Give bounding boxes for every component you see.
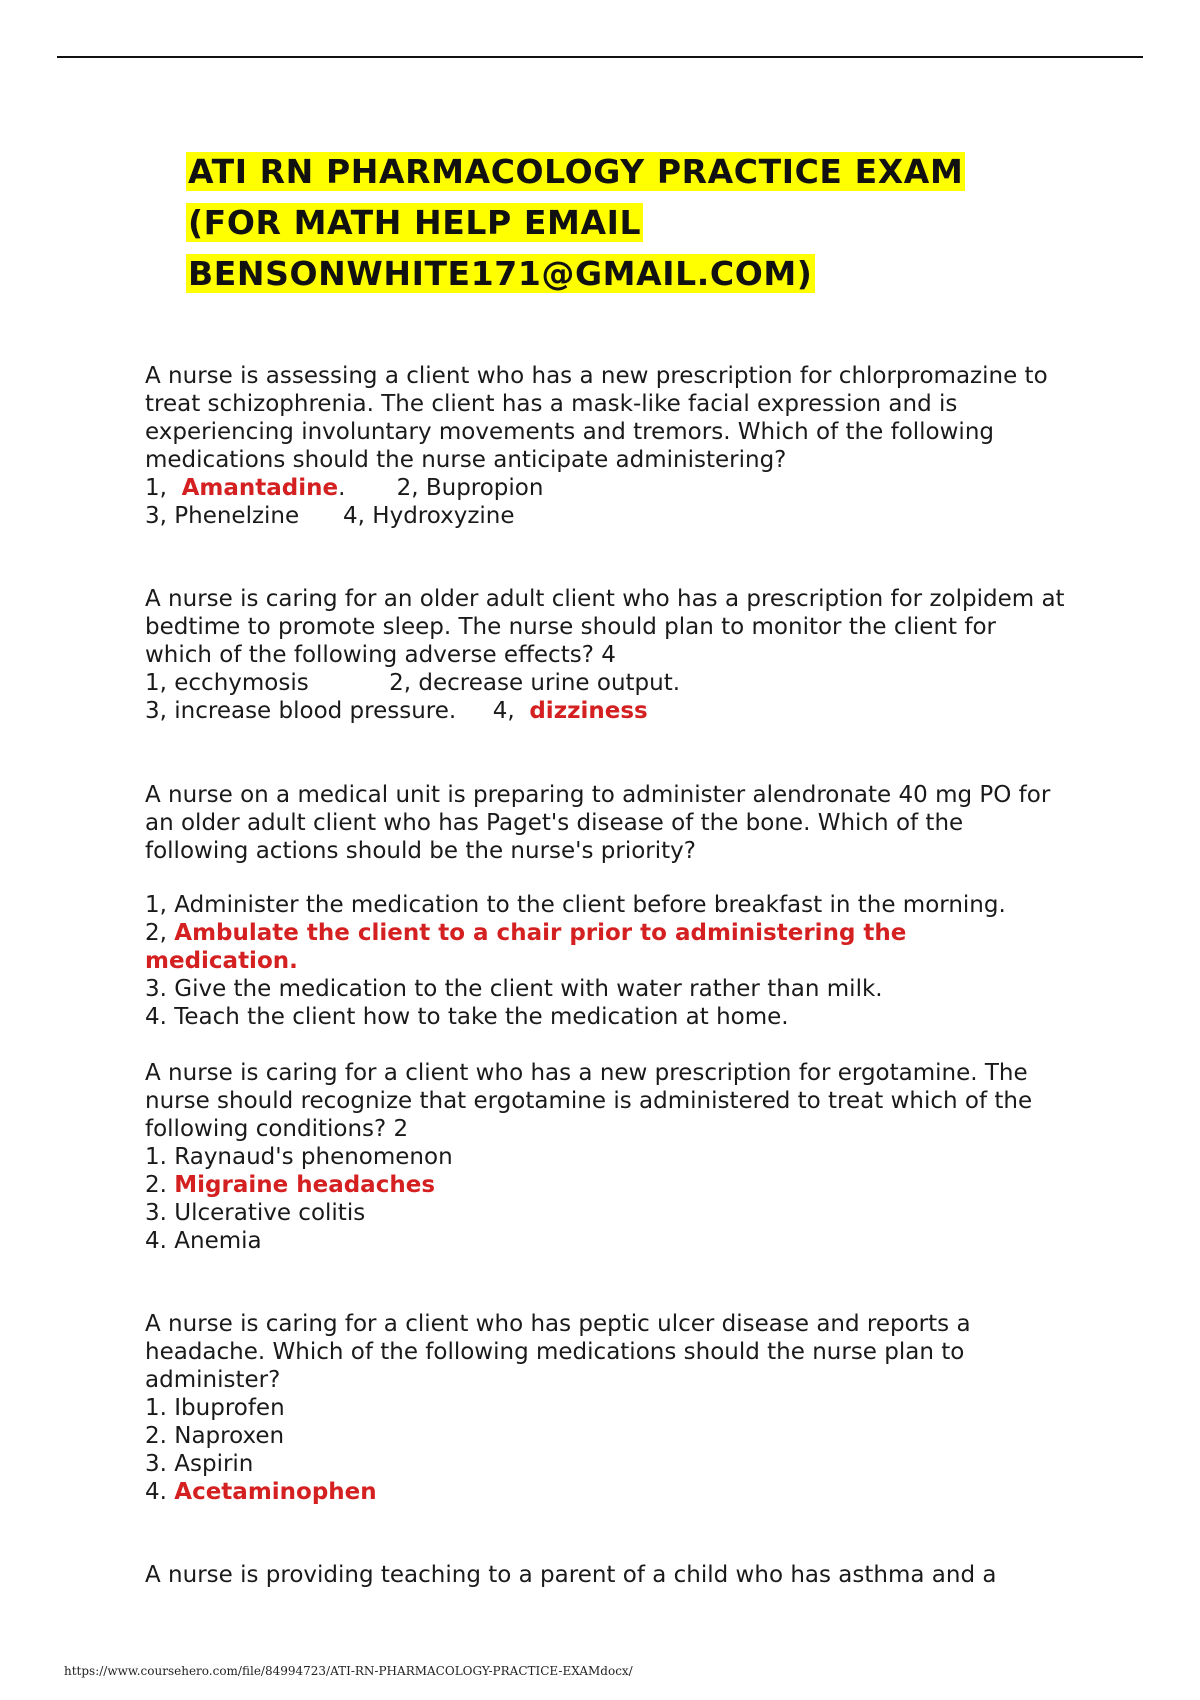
option-number: 1, [145,475,182,501]
title-line-1: ATI RN PHARMACOLOGY PRACTICE EXAM [188,152,964,191]
option: 1. Raynaud's phenomenon [145,1144,453,1170]
option: 1. Ibuprofen [145,1395,285,1421]
top-rule [57,56,1143,58]
option-punctuation: . [338,475,397,501]
title-line-3: BENSONWHITE171@GMAIL.COM) [188,254,813,293]
option: 1, Administer the medication to the client before breakfast in the morning. [145,892,1006,918]
option: 1, ecchymosis [145,670,390,696]
question-3 [145,781,1065,1031]
question-stem: A nurse is assessing a client who has a new prescription for chlorpromazine to treat schizophrenia. The client has a mask-like facial expression and is experiencing involuntary movements and tremors. Which of the following medications should the nurse anticipate administering? [145,363,1048,473]
question-2 [145,585,1065,725]
question-stem: A nurse is caring for a client who has peptic ulcer disease and reports a headache. Which of the following medications should the nurse plan to administer? [145,1311,971,1393]
option-row [145,919,1065,975]
source-url: https://www.coursehero.com/file/84994723/ATI-RN-PHARMACOLOGY-PRACTICE-EXAMdocx/ [64,1664,633,1678]
question-6 [145,1561,1065,1589]
option-number: 4. [145,1479,175,1505]
question-stem: A nurse is caring for an older adult client who has a prescription for zolpidem at bedtime to promote sleep. The nurse should plan to monitor the client for which of the following adverse effects? 4 [145,586,1065,668]
option-row [145,669,1065,697]
option: 3, Phenelzine [145,503,344,529]
correct-answer: Amantadine [181,475,339,501]
option: 2, Bupropion [396,475,544,501]
option-row [145,1171,1065,1199]
option-row [145,697,1065,725]
question-4 [145,1059,1065,1255]
option-row [145,1478,1065,1506]
option-number: 4, [492,698,530,724]
correct-answer: Ambulate the client to a chair prior to administering the medication. [145,920,907,974]
title-line-2: (FOR MATH HELP EMAIL [188,203,642,242]
option: 4, Hydroxyzine [343,503,515,529]
correct-answer: dizziness [529,698,648,724]
correct-answer: Migraine headaches [174,1172,436,1198]
option: 4. Teach the client how to take the medication at home. [145,1004,789,1030]
option: 4. Anemia [145,1228,262,1254]
questions [145,362,1065,1589]
question-stem: A nurse on a medical unit is preparing to administer alendronate 40 mg PO for an older adult client who has Paget's disease of the bone. Which of the following actions should be the nurse's priority? [145,782,1051,864]
option-row [145,474,1065,502]
question-1 [145,362,1065,530]
correct-answer: Acetaminophen [174,1479,377,1505]
question-stem: A nurse is providing teaching to a parent of a child who has asthma and a [145,1562,997,1588]
option: 3. Ulcerative colitis [145,1200,366,1226]
option: 3. Give the medication to the client with water rather than milk. [145,976,883,1002]
option: 2. Naproxen [145,1423,285,1449]
question-stem: A nurse is caring for a client who has a new prescription for ergotamine. The nurse should recognize that ergotamine is administered to treat which of the following conditions? 2 [145,1060,1033,1142]
option-number: 2, [145,920,175,946]
option-row [145,502,1065,530]
document-title [186,146,1086,299]
question-5 [145,1310,1065,1506]
option: 3. Aspirin [145,1451,254,1477]
option: 3, increase blood pressure. [145,698,493,724]
option-number: 2. [145,1172,175,1198]
option: 2, decrease urine output. [389,670,681,696]
